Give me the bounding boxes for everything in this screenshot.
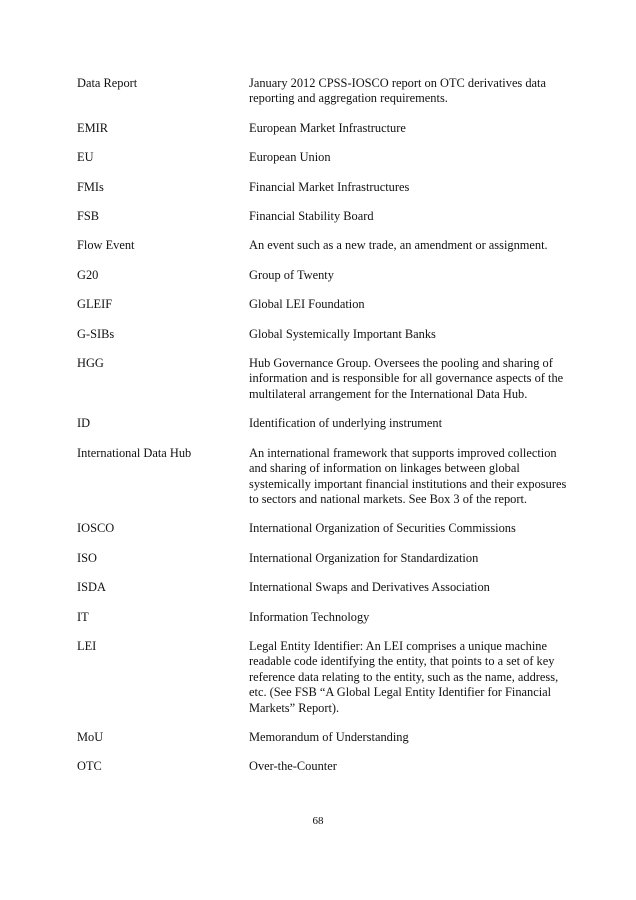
glossary-definition: Global LEI Foundation: [249, 297, 365, 312]
glossary-term: FSB: [77, 209, 100, 224]
glossary-definition: Hub Governance Group. Oversees the pooling and sharing of information and is responsible for all governance aspects of the multilateral arrangement for the International Data Hub.: [249, 356, 564, 401]
glossary-entry-fsb: [77, 209, 577, 224]
glossary-entry-international-data-hub: [77, 446, 577, 508]
glossary-term: HGG: [77, 356, 104, 371]
glossary-term: LEI: [77, 638, 97, 653]
glossary-definition: Identification of underlying instrument: [249, 416, 443, 431]
glossary-entry-gleif: [77, 297, 577, 312]
glossary-definition: Financial Stability Board: [249, 209, 374, 224]
glossary-definition: International Swaps and Derivatives Association: [249, 580, 490, 595]
glossary-definition: European Union: [249, 150, 331, 165]
glossary-entry-id: [77, 416, 577, 431]
glossary-term: Flow Event: [77, 238, 135, 253]
glossary-term: GLEIF: [77, 297, 113, 312]
glossary-definition: Group of Twenty: [249, 267, 334, 282]
glossary-term: FMIs: [77, 179, 104, 194]
glossary-definition: Global Systemically Important Banks: [249, 326, 436, 341]
glossary-entry-iosco: [77, 521, 577, 536]
glossary-definition: Over-the-Counter: [249, 759, 337, 774]
glossary-term: ISO: [77, 550, 97, 565]
page-number: 68: [312, 815, 324, 827]
glossary-entry-emir: [77, 121, 577, 136]
glossary-definition: Memorandum of Understanding: [249, 729, 409, 744]
glossary-entry-g-sibs: [77, 327, 577, 342]
glossary-entry-iso: [77, 551, 577, 566]
glossary-entry-otc: [77, 759, 577, 774]
glossary-entry-eu: [77, 150, 577, 165]
glossary-entry-flow-event: [77, 238, 577, 253]
glossary-entry-fmis: [77, 180, 577, 195]
glossary-term: OTC: [77, 759, 102, 774]
glossary-term: IOSCO: [77, 521, 115, 536]
glossary-term: International Data Hub: [77, 445, 192, 460]
glossary-term: EU: [77, 150, 94, 165]
glossary-list: [77, 76, 577, 789]
glossary-entry-lei: [77, 639, 577, 716]
glossary-term: IT: [77, 609, 89, 624]
glossary-definition: Financial Market Infrastructures: [249, 179, 410, 194]
glossary-entry-isda: [77, 580, 577, 595]
glossary-definition: Information Technology: [249, 609, 370, 624]
glossary-term: G20: [77, 267, 99, 282]
glossary-definition: Legal Entity Identifier: An LEI comprises a unique machine readable code identifying the entity, that points to a set of key reference data relating to the entity, such as the name, address, etc. (See FSB “A Global Legal Entity Identifier for Financial Markets” Report).: [249, 638, 559, 715]
glossary-term: MoU: [77, 729, 104, 744]
glossary-term: ISDA: [77, 580, 106, 595]
glossary-term: EMIR: [77, 120, 108, 135]
glossary-definition: European Market Infrastructure: [249, 120, 406, 135]
glossary-definition: January 2012 CPSS-IOSCO report on OTC derivatives data reporting and aggregation requirements.: [249, 76, 546, 106]
glossary-entry-hgg: [77, 356, 577, 402]
glossary-definition: An event such as a new trade, an amendment or assignment.: [249, 238, 548, 253]
glossary-entry-g20: [77, 268, 577, 283]
glossary-entry-data-report: [77, 76, 577, 107]
glossary-definition: An international framework that supports improved collection and sharing of information on linkages between global systemically important financial institutions and their exposures to sectors and national markets. See Box 3 of the report.: [249, 445, 567, 506]
glossary-term: Data Report: [77, 76, 138, 90]
glossary-entry-mou: [77, 730, 577, 745]
glossary-term: ID: [77, 416, 91, 431]
glossary-entry-it: [77, 610, 577, 625]
glossary-definition: International Organization for Standardization: [249, 550, 479, 565]
glossary-term: G-SIBs: [77, 326, 115, 341]
glossary-definition: International Organization of Securities Commissions: [249, 521, 516, 536]
